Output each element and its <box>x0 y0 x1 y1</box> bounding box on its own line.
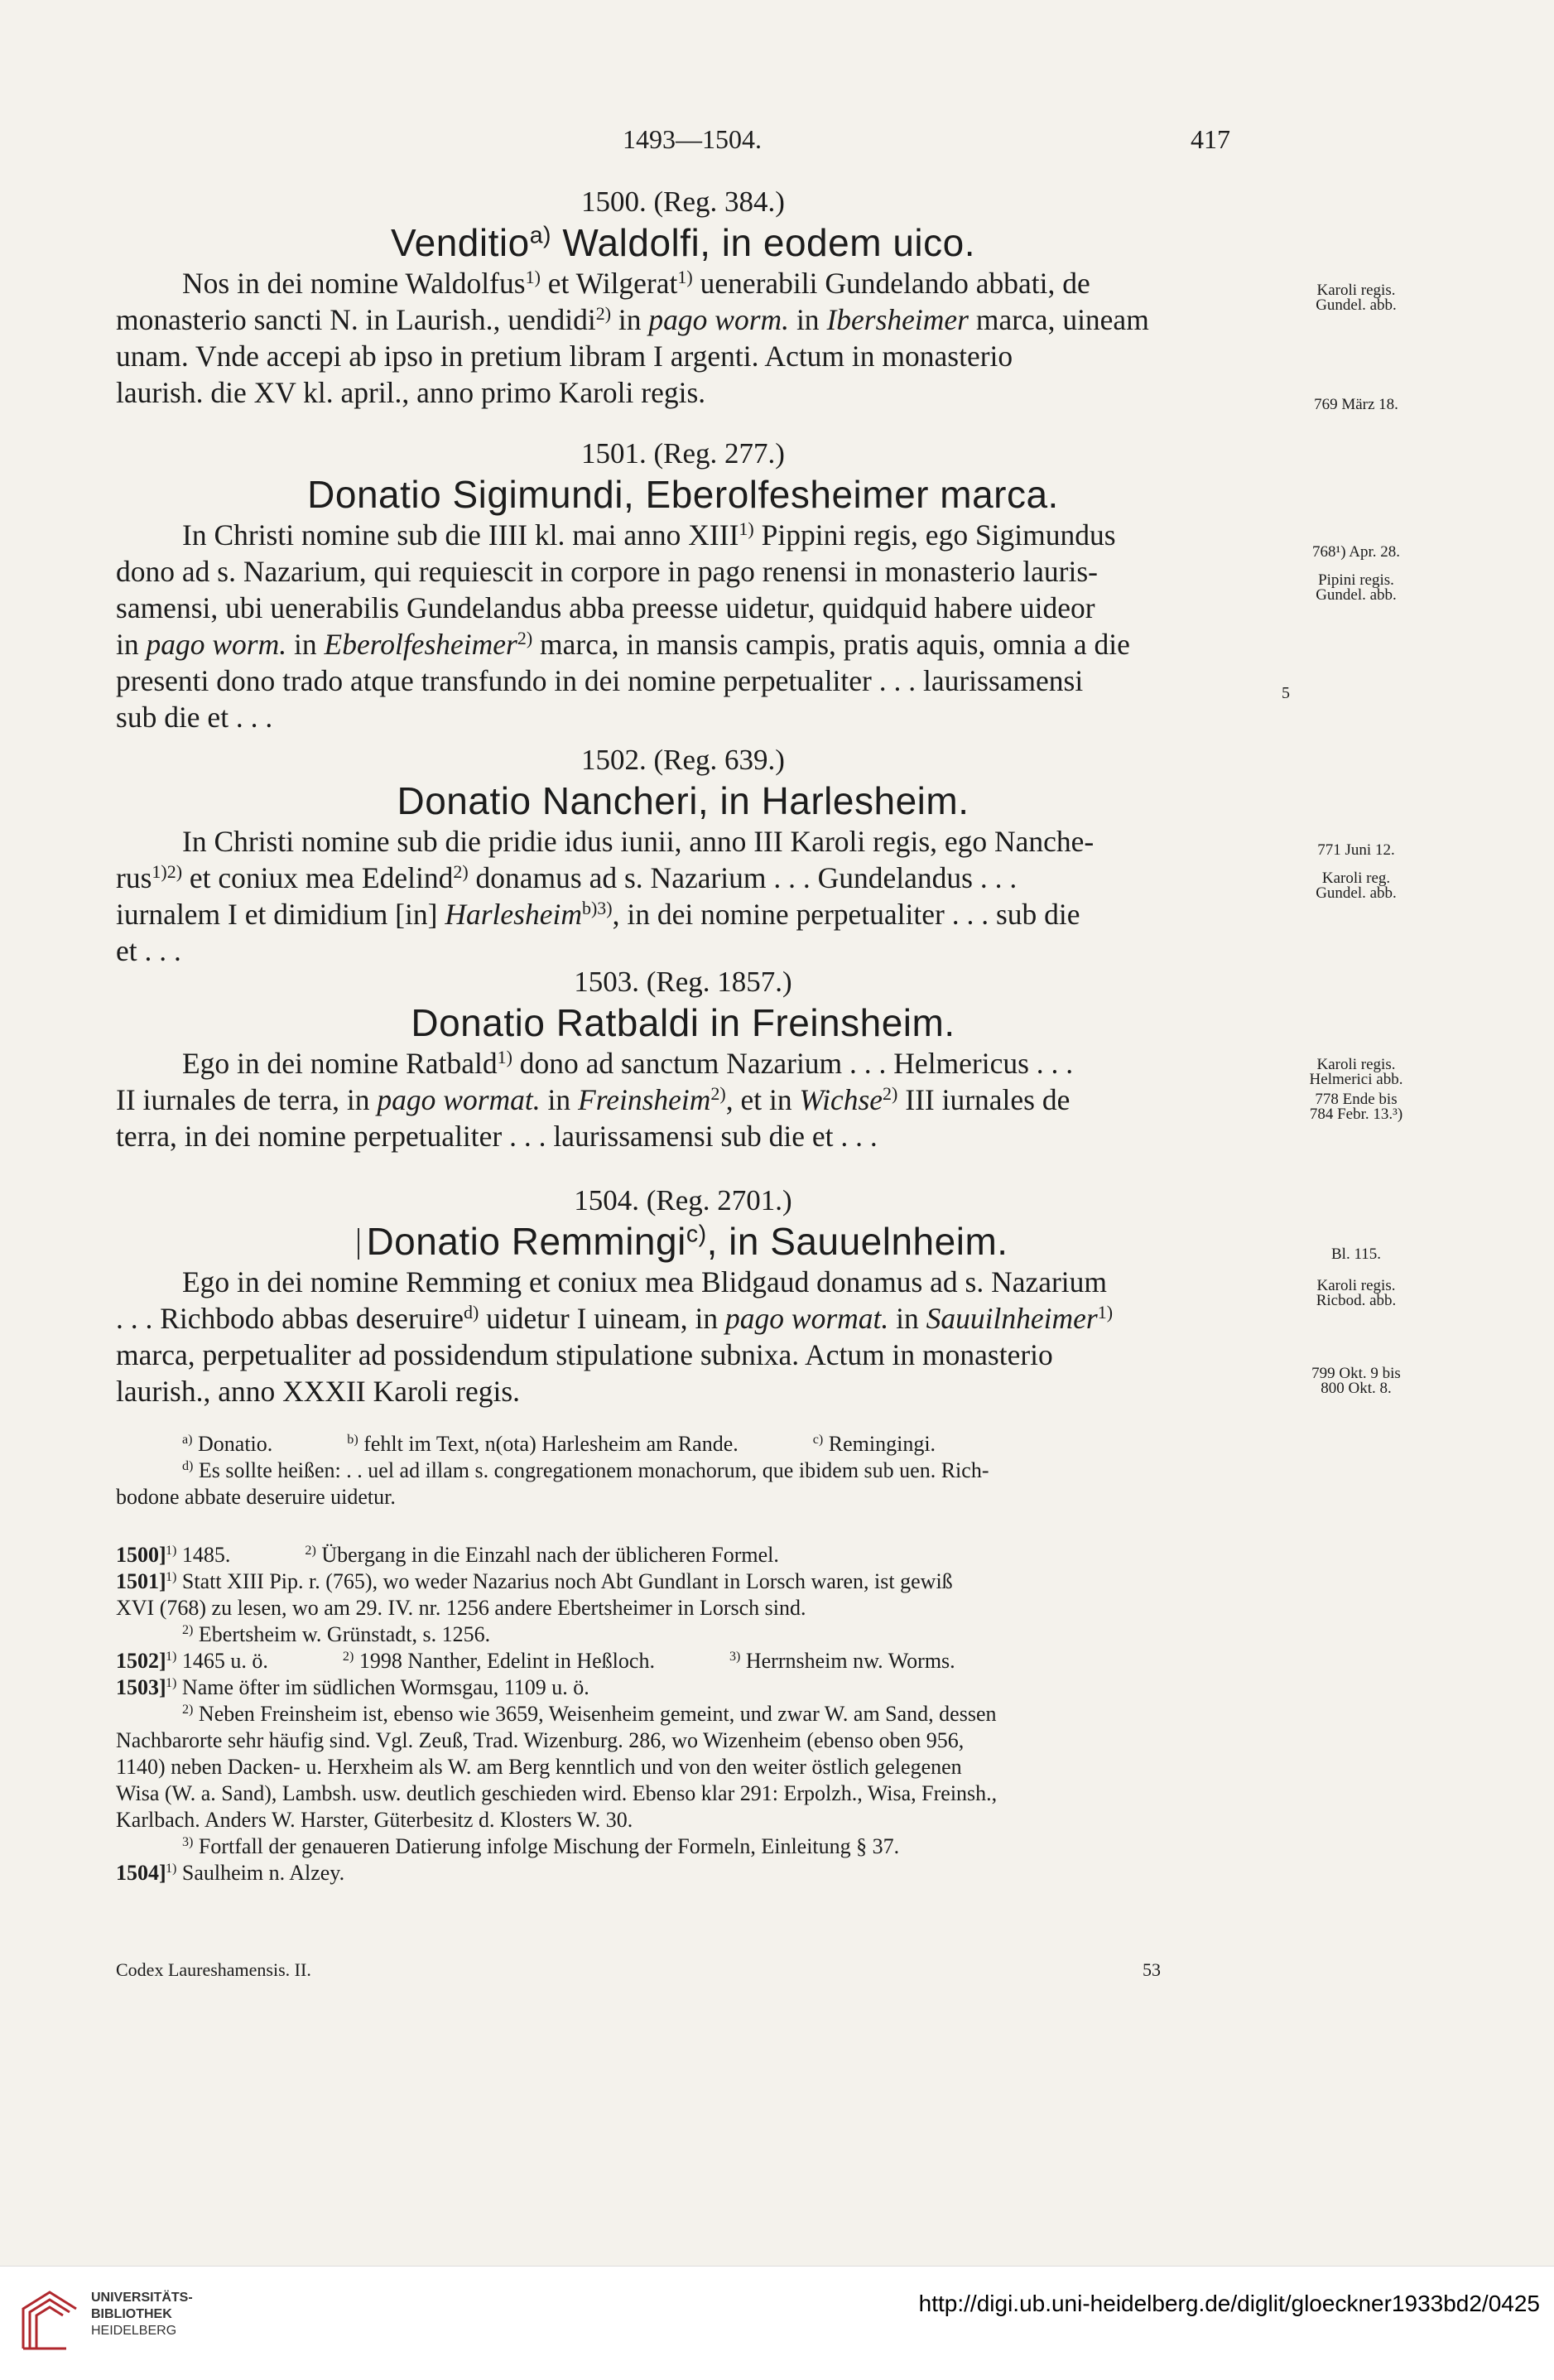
note-1500: 1500]$^{1)}$ 1485. $^{2)}$ Übergang in die Einzahl nach der üblicheren Formel. <box>116 1543 779 1567</box>
library-logo-icon <box>17 2284 83 2355</box>
entry-title: Venditio$^{a)}$ Waldolfi, in eodem uico. <box>391 221 975 264</box>
source-url-link[interactable]: http://digi.ub.uni-heidelberg.de/diglit/gloeckner1933bd2/0425 <box>918 2291 1540 2316</box>
critical-note-d: $^{d)}$ Es sollte heißen: . . uel ad illam s. congregationem monachorum, que ibidem sub uen. Rich- <box>182 1458 989 1482</box>
note-1501: 1501]$^{1)}$ Statt XIII Pip. r. (765), wo weder Nazarius noch Abt Gundlant in Lorsch waren, ist gewiß <box>116 1569 953 1593</box>
note-1503: 1503]$^{1)}$ Name öfter im südlichen Wormsgau, 1109 u. ö. <box>116 1675 589 1699</box>
entry-reg: 1500. (Reg. 384.) <box>581 185 785 218</box>
entry-title: Donatio Ratbaldi in Freinsheim. <box>411 1001 955 1044</box>
entry-text: Ego in dei nomine Remming et coniux mea Blidgaud donamus ad s. Nazarium . . . Richbodo abbas deseruire$^{d)}$ uidetur I uineam, in pago wormat. in Sauuilnheimer$^{1)}$ marca, perpetualiter ad possidendum stipulatione subnixa. Actum in monasterio laurish., anno XXXII Karoli regis. <box>116 1265 1114 1408</box>
signature-mark: 53 <box>1143 1959 1161 1980</box>
historical-notes <box>116 1542 1250 1886</box>
page-number: 417 <box>1191 124 1230 154</box>
entry-1502 <box>116 744 1250 969</box>
running-head-range: 1493—1504. <box>623 124 762 154</box>
note-1503-2: $^{2)}$ Neben Freinsheim ist, ebenso wie 3659, Weisenheim gemeint, und zwar W. am Sand, dessen <box>182 1702 997 1726</box>
critical-apparatus <box>116 1431 1250 1510</box>
note-1503-2c: 1140) neben Dacken- u. Herxheim als W. am Berg kenntlich und von den weiter östlich gelegenen <box>116 1755 962 1779</box>
line-number: 5 <box>1282 684 1290 702</box>
entry-reg: 1504. (Reg. 2701.) <box>574 1184 792 1216</box>
book-footer <box>116 1959 1192 1981</box>
library-name: UNIVERSITÄTS- BIBLIOTHEK HEIDELBERG <box>91 2291 193 2338</box>
note-1501-cont: XVI (768) zu lesen, wo am 29. IV. nr. 1256 andere Ebertsheimer in Lorsch sind. <box>116 1596 806 1620</box>
library-footer-bar <box>0 2266 1554 2380</box>
entry-reg: 1501. (Reg. 277.) <box>581 437 785 470</box>
entry-1504 <box>116 1184 1250 1409</box>
entry-text: Ego in dei nomine Ratbald$^{1)}$ dono ad sanctum Nazarium . . . Helmericus . . . II iurnales de terra, in pago wormat. in Freinsheim$^{2)}$, et in Wichse$^{2)}$ III iurnales de terra, in dei nomine perpetualiter . . . laurissamensi sub die et . . . <box>116 1046 1074 1153</box>
note-1501-2: $^{2)}$ Ebertsheim w. Grünstadt, s. 1256. <box>182 1622 491 1646</box>
entry-1501 <box>116 437 1250 735</box>
entry-title: Donatio Nancheri, in Harlesheim. <box>397 779 969 822</box>
note-1503-2d: Wisa (W. a. Sand), Lambsh. usw. deutlich geschieden wird. Ebenso klar 291: Erpolzh., Wisa, Freinsh., <box>116 1781 998 1805</box>
entry-title: Donatio Sigimundi, Eberolfesheimer marca. <box>307 473 1059 516</box>
note-1503-2e: Karlbach. Anders W. Harster, Güterbesitz d. Klosters W. 30. <box>116 1808 633 1832</box>
note-1502: 1502]$^{1)}$ 1465 u. ö. $^{2)}$ 1998 Nanther, Edelint in Heßloch. $^{3)}$ Herrnsheim nw. Worms. <box>116 1649 955 1673</box>
margin-note-1500: Karoli regis. Gundel. abb. 769 März 18. <box>1314 282 1398 413</box>
note-1504: 1504]$^{1)}$ Saulheim n. Alzey. <box>116 1861 345 1885</box>
margin-note-1504: Bl. 115. Karoli regis. Ricbod. abb. 799 Okt. 9 bis 800 Okt. 8. <box>1311 1245 1401 1397</box>
margin-note-1501: 768¹) Apr. 28. Pipini regis. Gundel. abb. <box>1312 543 1400 604</box>
critical-note-a: $^{a)}$ Donatio. $^{b)}$ fehlt im Text, n(ota) Harlesheim am Rande. $^{c)}$ Remingingi. <box>182 1432 936 1456</box>
margin-note-1502: 771 Juni 12. Karoli reg. Gundel. abb. <box>1316 841 1397 902</box>
book-title: Codex Laureshamensis. II. <box>116 1959 311 1980</box>
note-1503-2b: Nachbarorte sehr häufig sind. Vgl. Zeuß, Trad. Wizenburg. 286, wo Wizenheim (ebenso oben 956, <box>116 1728 965 1752</box>
entry-text: In Christi nomine sub die IIII kl. mai anno XIII$^{1)}$ Pippini regis, ego Sigimundus dono ad s. Nazarium, qui requiescit in corpore in pago renensi in monasterio lauris- samensi, ubi uenerabilis Gundelandus abba preesse uidetur, quidquid habere uideor in pago worm. in Eberolfesheimer$^{2)}$ marca, in mansis campis, pratis aquis, omnia a die presenti dono trado atque transfundo in dei nomine perpetualiter . . . laurissamensi sub die et . . . <box>116 518 1130 734</box>
note-1503-3: $^{3)}$ Fortfall der genaueren Datierung infolge Mischung der Formeln, Einleitung § 37. <box>182 1834 900 1858</box>
margin-bracket <box>358 1228 359 1260</box>
critical-note-d-cont: bodone abbate deseruire uidetur. <box>116 1485 396 1509</box>
entry-text: In Christi nomine sub die pridie idus iunii, anno III Karoli regis, ego Nanche- rus$^{1)2)}$ et coniux mea Edelind$^{2)}$ donamus ad s. Nazarium . . . Gundelandus . . . iurnalem I et dimidium [in] Harlesheim$^{b)3)}$, in dei nomine perpetualiter . . . sub die et . . . <box>116 825 1095 967</box>
entry-text: Nos in dei nomine Waldolfus$^{1)}$ et Wilgerat$^{1)}$ uenerabili Gundelando abbati, de monasterio sancti N. in Laurish., uendidi$^{2)}$ in pago worm. in Ibersheimer marca, uineam unam. Vnde accepi ab ipso in pretium libram I argenti. Actum in monasterio laurish. die XV kl. april., anno primo Karoli regis. <box>116 266 1149 409</box>
entry-1500 <box>116 185 1250 411</box>
entry-title: Donatio Remmingi$^{c)}$, in Sauuelnheim. <box>116 1219 1250 1264</box>
entry-1503 <box>116 966 1250 1154</box>
entry-reg: 1503. (Reg. 1857.) <box>574 966 792 998</box>
entry-reg: 1502. (Reg. 639.) <box>581 744 785 776</box>
margin-note-1503: Karoli regis. Helmerici abb. 778 Ende bis 784 Febr. 13.³) <box>1309 1056 1403 1123</box>
